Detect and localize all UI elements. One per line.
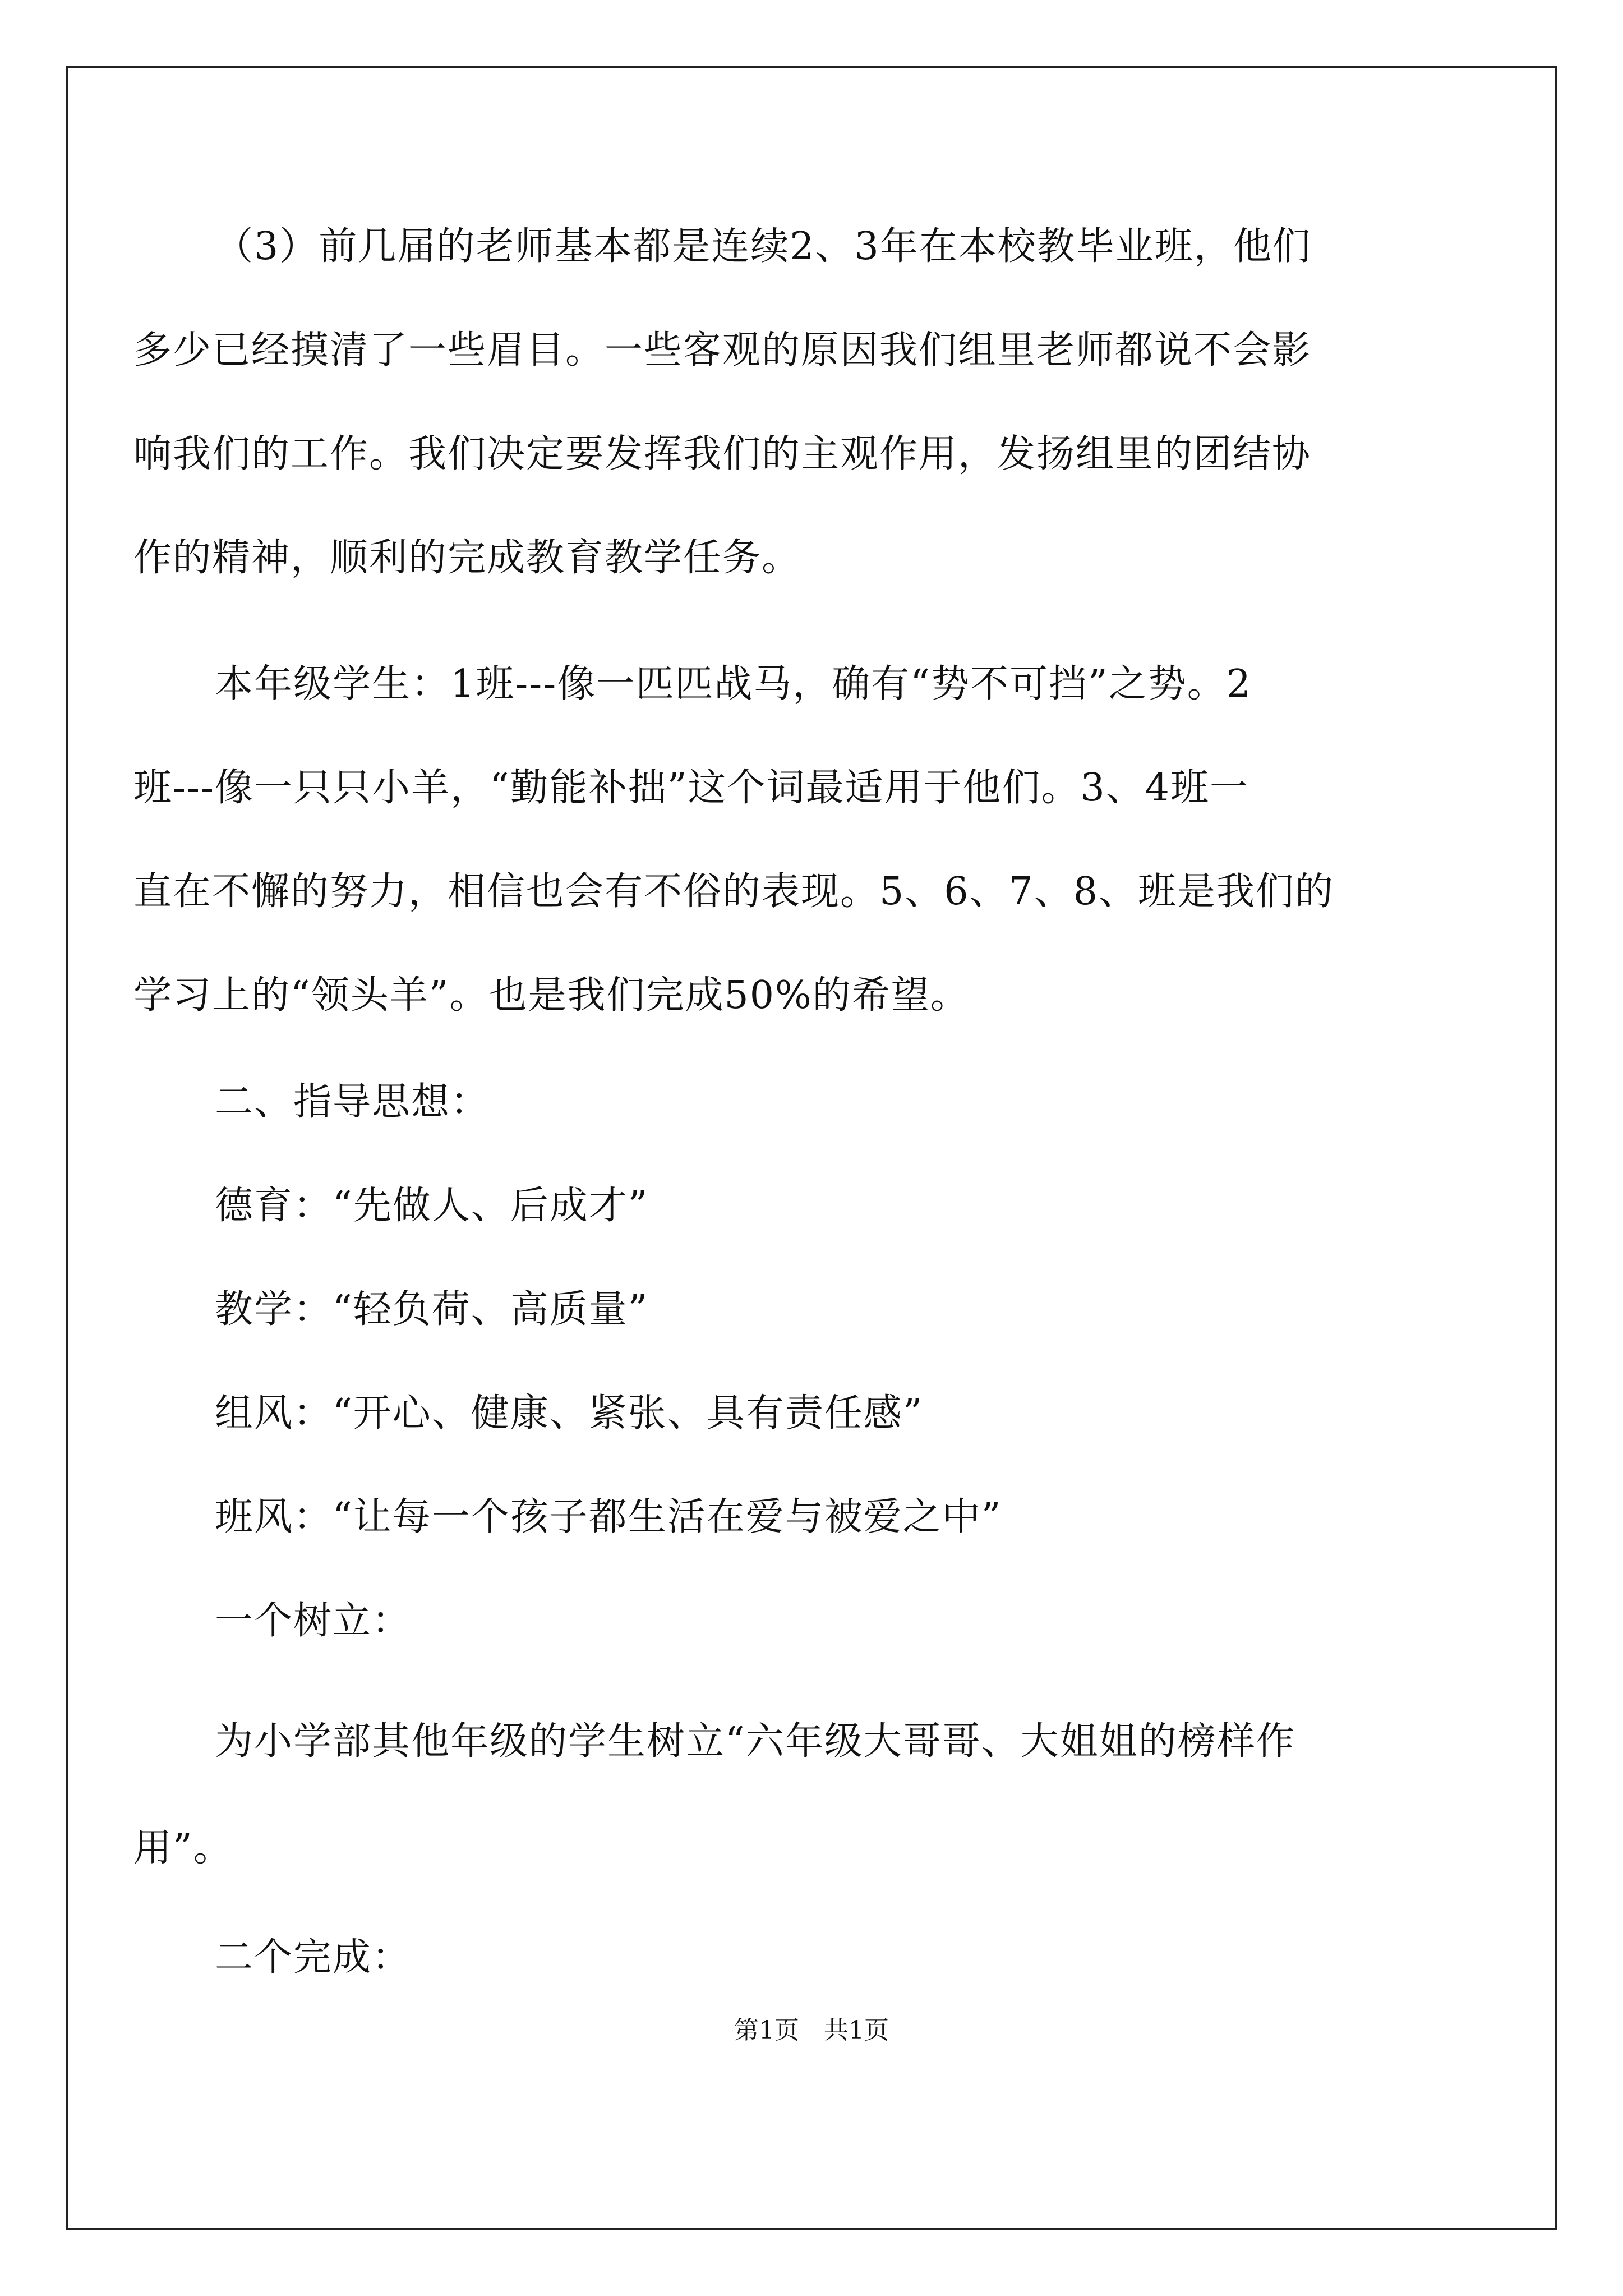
section-heading: 二、指导思想： — [215, 1080, 490, 1124]
section-heading: 二个完成： — [215, 1935, 412, 1980]
text-line: 响我们的工作。我们决定要发挥我们的主观作用，发扬组里的团结协 — [133, 432, 1312, 476]
text-line: 学习上的“领头羊”。也是我们完成50%的希望。 — [133, 973, 970, 1018]
text-line: 多少已经摸清了一些眉目。一些客观的原因我们组里老师都说不会影 — [133, 328, 1312, 372]
text-line: 德育：“先做人、后成才” — [215, 1184, 649, 1228]
page-border — [66, 66, 1557, 2230]
text-line: 为小学部其他年级的学生树立“六年级大哥哥、大姐姐的榜样作 — [215, 1719, 1295, 1764]
text-line: 直在不懈的努力，相信也会有不俗的表现。5、6、7、8、班是我们的 — [133, 869, 1335, 914]
text-line: 班---像一只只小羊，“勤能补拙”这个词最适用于他们。3、4班一 — [133, 766, 1249, 810]
text-line: 班风：“让每一个孩子都生活在爱与被爱之中” — [215, 1495, 1002, 1539]
text-line: 本年级学生：1班---像一匹匹战马，确有“势不可挡”之势。2 — [215, 662, 1252, 706]
page-number-footer: 第1页 共1页 — [734, 2016, 889, 2045]
text-line: 作的精神，顺利的完成教育教学任务。 — [133, 536, 801, 580]
section-heading: 一个树立： — [215, 1599, 412, 1643]
text-line: 用”。 — [133, 1826, 233, 1870]
text-line: 组风：“开心、健康、紧张、具有责任感” — [215, 1391, 924, 1435]
text-line: （3）前几届的老师基本都是连续2、3年在本校教毕业班，他们 — [215, 224, 1312, 269]
text-line: 教学：“轻负荷、高质量” — [215, 1287, 649, 1332]
